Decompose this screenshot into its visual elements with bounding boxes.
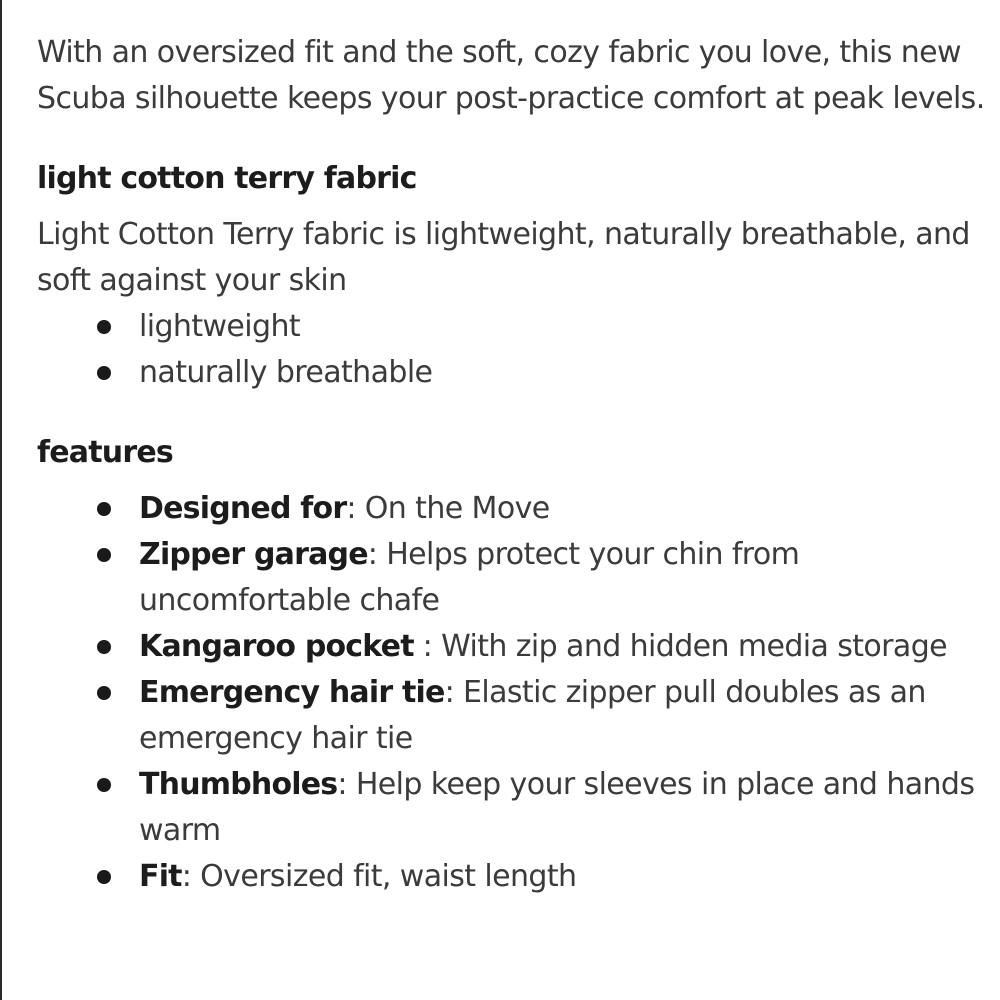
feature-separator: : (444, 675, 464, 710)
fabric-heading: light cotton terry fabric (37, 161, 417, 196)
fabric-bullet-list (37, 304, 987, 396)
bullet-icon (97, 502, 111, 516)
bullet-icon (97, 548, 111, 562)
features-heading: features (37, 435, 173, 470)
list-item (37, 304, 987, 350)
feature-text: Helps protect your chin from uncomfortable chafe (139, 537, 800, 618)
list-item-text: naturally breathable (139, 355, 433, 390)
features-list (37, 486, 987, 900)
bullet-icon (97, 640, 111, 654)
feature-name: Emergency hair tie (139, 675, 445, 710)
feature-name: Thumbholes (139, 767, 338, 802)
feature-name: Designed for (139, 491, 347, 526)
feature-separator: : (337, 767, 356, 802)
feature-item (37, 762, 987, 854)
feature-item (37, 670, 987, 762)
feature-name: Kangaroo pocket (139, 629, 414, 664)
feature-item (37, 624, 987, 670)
bullet-icon (97, 320, 111, 334)
feature-text: Oversized fit, waist length (200, 859, 577, 894)
feature-name: Fit (139, 859, 182, 894)
bullet-icon (97, 686, 111, 700)
feature-text: On the Move (364, 491, 550, 526)
bullet-icon (97, 870, 111, 884)
feature-separator: : (346, 491, 365, 526)
feature-separator: : (181, 859, 201, 894)
feature-text: With zip and hidden media storage (441, 629, 947, 664)
intro-paragraph: With an oversized fit and the soft, cozy fabric you love, this new Scuba silhouette keeps your post-practice comfort at peak levels. (37, 35, 985, 116)
fabric-description: Light Cotton Terry fabric is lightweight, naturally breathable, and soft against your skin (37, 217, 970, 298)
bullet-icon (97, 778, 111, 792)
feature-item (37, 532, 987, 624)
product-description (37, 30, 987, 900)
feature-name: Zipper garage (139, 537, 368, 572)
feature-text: Elastic zipper pull doubles as an emergency hair tie (139, 675, 926, 756)
list-item-text: lightweight (139, 309, 301, 344)
feature-separator: : (367, 537, 387, 572)
left-border-rule (0, 0, 2, 1000)
feature-item (37, 854, 987, 900)
feature-separator: : (413, 629, 442, 664)
list-item (37, 350, 987, 396)
feature-item (37, 486, 987, 532)
feature-text: Help keep your sleeves in place and hands warm (139, 767, 975, 848)
bullet-icon (97, 366, 111, 380)
